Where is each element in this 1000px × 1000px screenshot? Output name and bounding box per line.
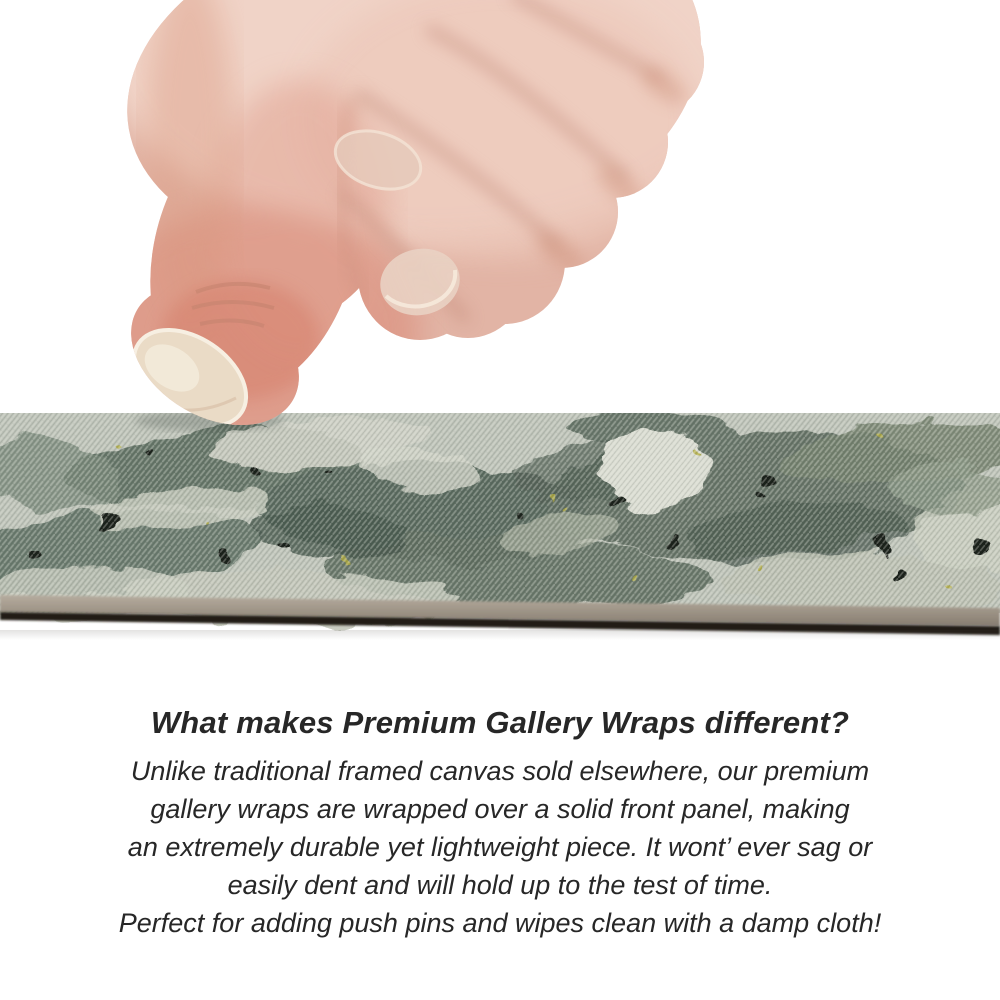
caption-heading: What makes Premium Gallery Wraps different? [150,705,850,740]
canvas-edge-strip [0,413,1000,637]
caption-line: easily dent and will hold up to the test of time. [227,870,773,900]
caption-line: gallery wraps are wrapped over a solid front panel, making [150,794,850,824]
hand-photo [0,0,760,432]
caption-line: Unlike traditional framed canvas sold elsewhere, our premium [130,756,870,786]
strip-drop-shadow [0,630,1000,640]
caption-block [0,703,1000,942]
caption-line: Perfect for adding push pins and wipes clean with a damp cloth! [118,908,882,938]
caption-line: an extremely durable yet lightweight piece. It wont’ ever sag or [127,832,873,862]
canvas-texture-graphic [0,413,1000,637]
